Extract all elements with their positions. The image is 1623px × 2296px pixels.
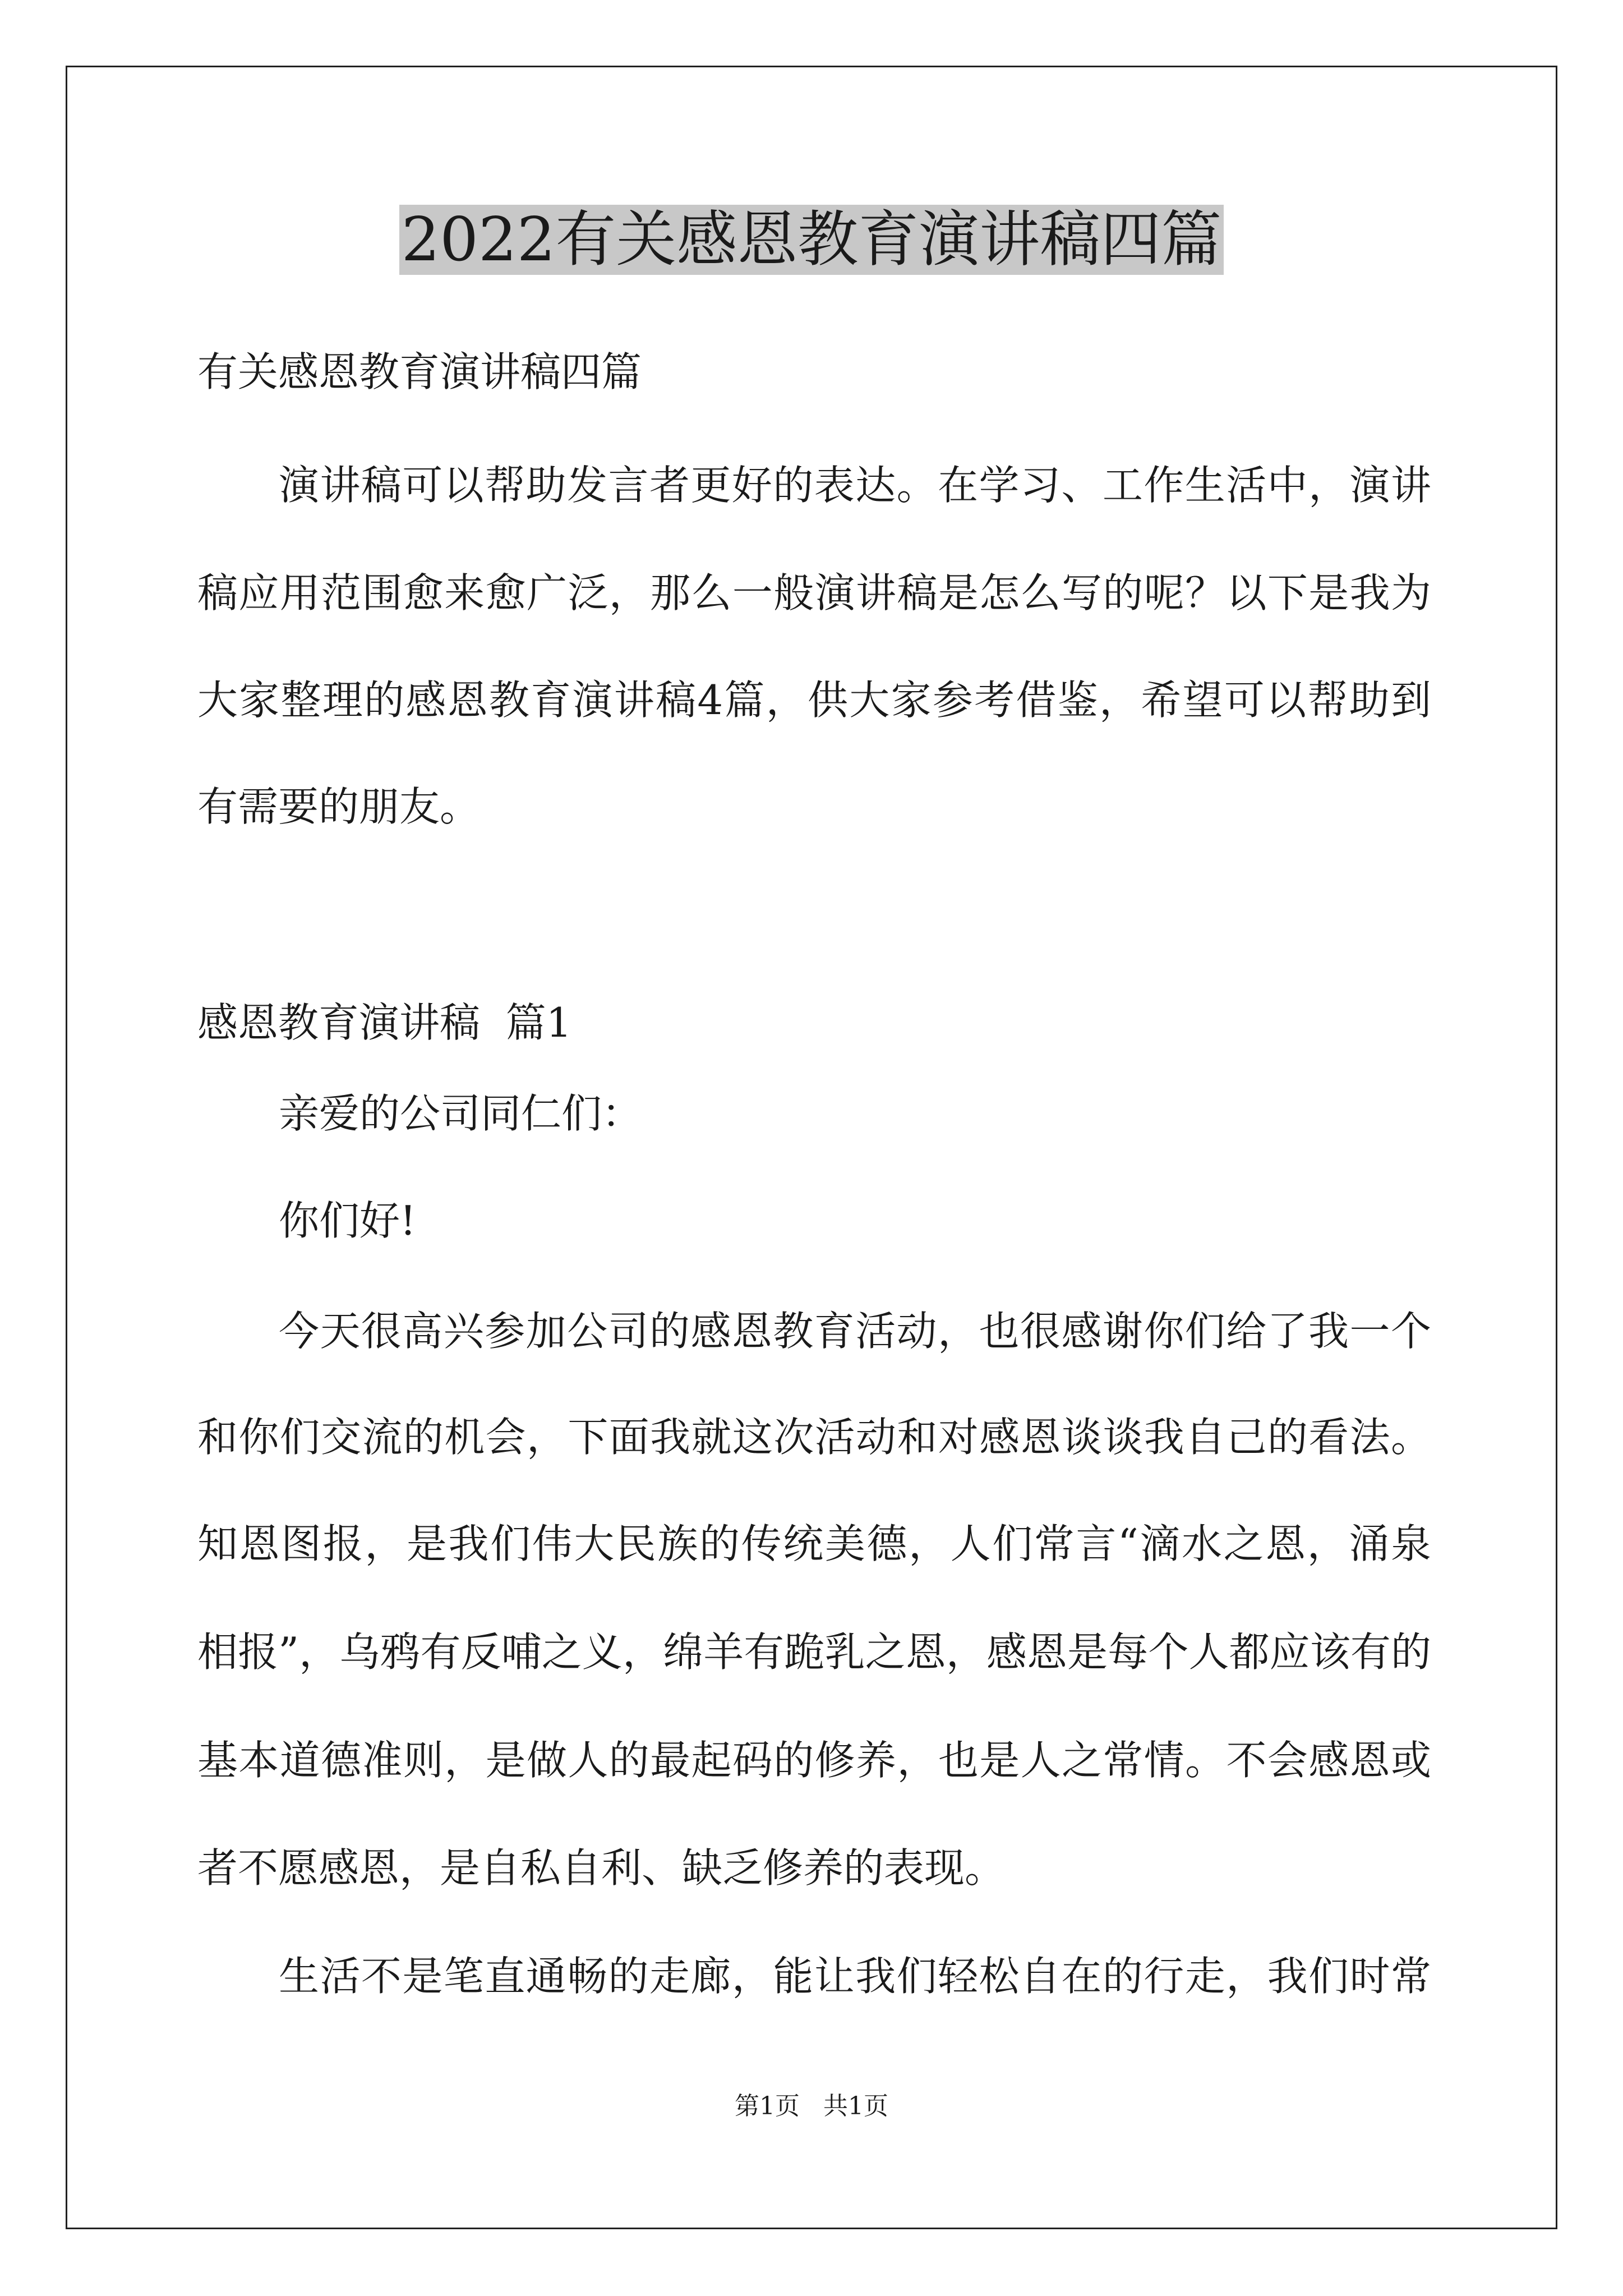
intro-line: 有需要的朋友。 <box>197 783 481 830</box>
paragraph-line: 今天很高兴参加公司的感恩教育活动，也很感谢你们给了我一个 <box>279 1308 1431 1355</box>
greeting: 亲爱的公司同仁们： <box>279 1090 643 1137</box>
intro-line: 演讲稿可以帮助发言者更好的表达。在学习、工作生活中，演讲 <box>279 462 1431 509</box>
section-heading: 感恩教育演讲稿 篇1 <box>197 999 572 1046</box>
document-subtitle: 有关感恩教育演讲稿四篇 <box>197 348 642 395</box>
hello-line: 你们好! <box>279 1197 416 1244</box>
document-title <box>0 201 1623 279</box>
paragraph-line: 基本道德准则，是做人的最起码的修养，也是人之常情。不会感恩或 <box>197 1737 1431 1784</box>
intro-line: 稿应用范围愈来愈广泛，那么一般演讲稿是怎么写的呢？以下是我为 <box>197 569 1431 616</box>
paragraph-line: 相报”，乌鸦有反哺之义，绵羊有跪乳之恩，感恩是每个人都应该有的 <box>197 1628 1431 1676</box>
intro-line: 大家整理的感恩教育演讲稿4篇，供大家参考借鉴，希望可以帮助到 <box>197 677 1431 724</box>
document-title-text: 2022有关感恩教育演讲稿四篇 <box>399 205 1224 275</box>
paragraph-line: 者不愿感恩，是自私自利、缺乏修养的表现。 <box>197 1844 1006 1892</box>
paragraph-line: 知恩图报，是我们伟大民族的传统美德，人们常言“滴水之恩，涌泉 <box>197 1520 1431 1567</box>
paragraph-line: 和你们交流的机会，下面我就这次活动和对感恩谈谈我自己的看法。 <box>197 1414 1431 1461</box>
page-footer: 第1页 共1页 <box>735 2092 888 2120</box>
paragraph-line: 生活不是笔直通畅的走廊，能让我们轻松自在的行走，我们时常 <box>279 1953 1431 2000</box>
